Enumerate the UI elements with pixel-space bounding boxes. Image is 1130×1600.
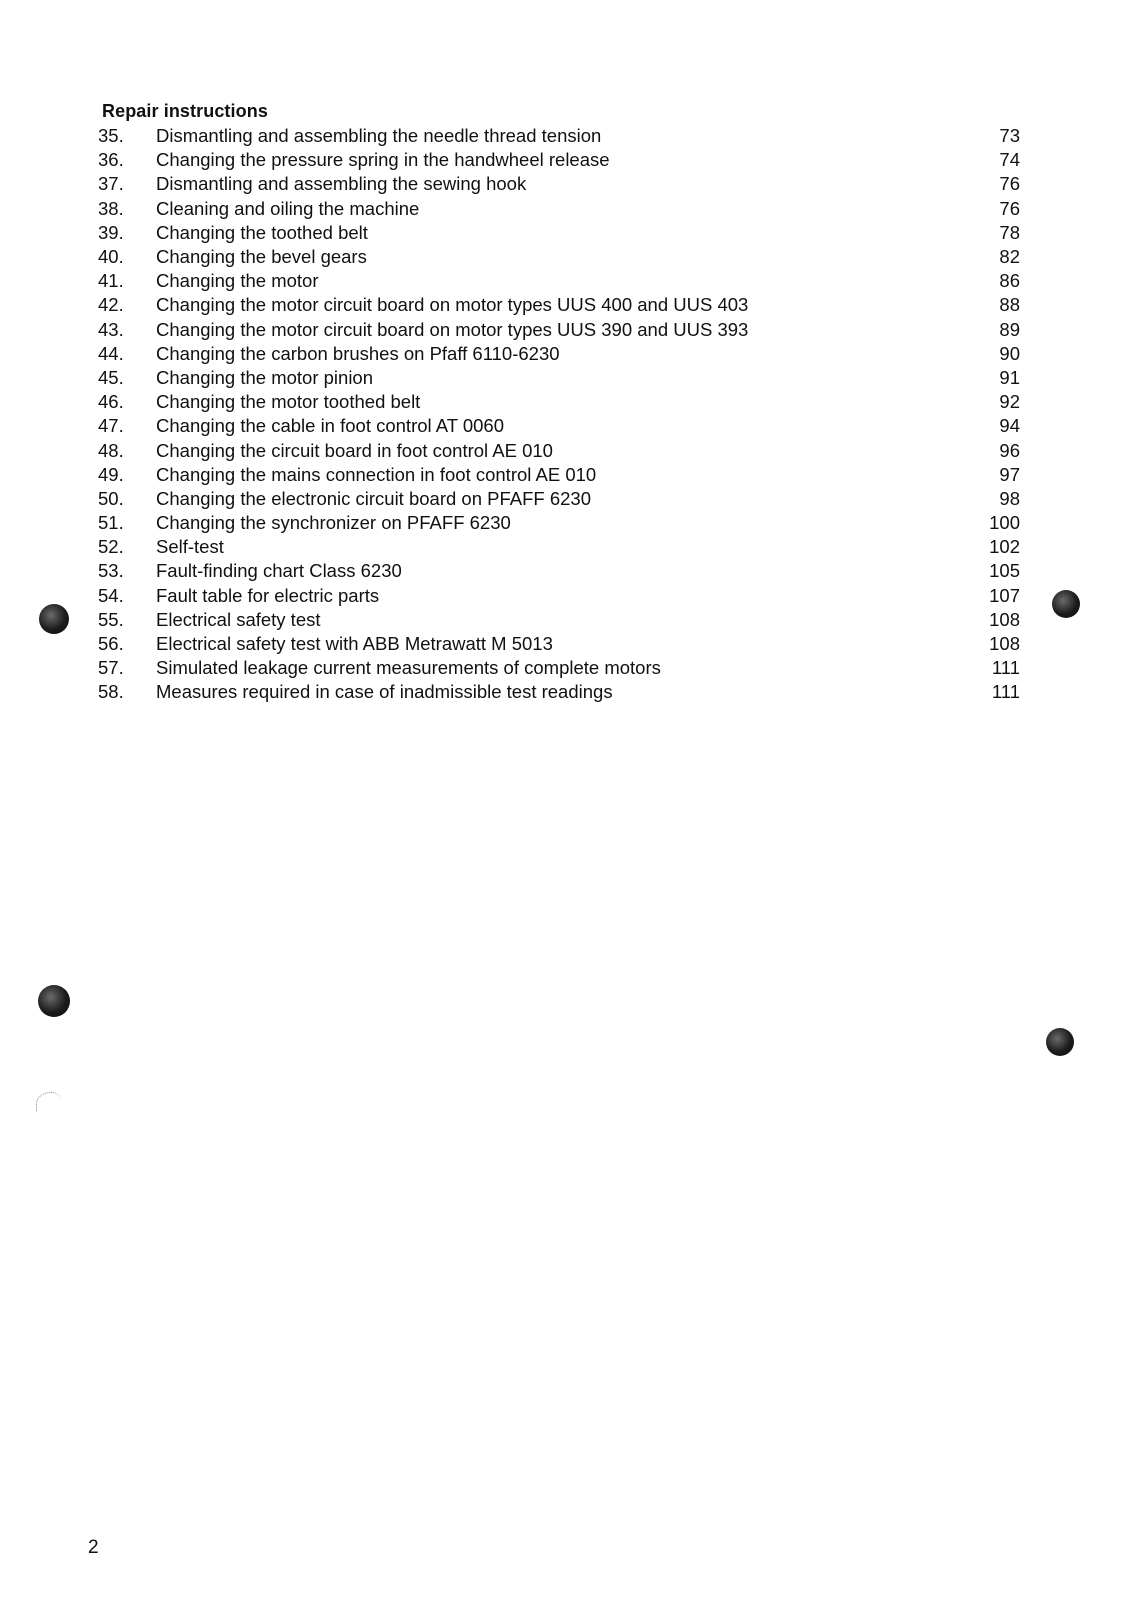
toc-entry	[98, 656, 1020, 680]
toc-entry-page: 88	[999, 294, 1020, 316]
toc-entry-page: 73	[999, 125, 1020, 147]
toc-entry-page: 76	[999, 197, 1020, 219]
toc-entry-page: 76	[999, 173, 1020, 195]
toc-entry-number: 51.	[98, 512, 124, 534]
toc-entry	[98, 559, 1020, 583]
toc-entry-page: 108	[989, 608, 1020, 630]
toc-entry-title: Changing the pressure spring in the handwheel release	[156, 149, 610, 171]
toc-entry-number: 47.	[98, 415, 124, 437]
toc-entry-title: Changing the motor toothed belt	[156, 391, 421, 413]
toc-entry-number: 39.	[98, 221, 124, 243]
toc-entry	[98, 463, 1020, 487]
toc-entry	[98, 318, 1020, 342]
toc-entry-title: Changing the synchronizer on PFAFF 6230	[156, 512, 511, 534]
toc-entry-title: Changing the motor	[156, 270, 319, 292]
toc-entry-number: 41.	[98, 270, 124, 292]
toc-entry-page: 111	[991, 681, 1020, 703]
toc-entry-number: 57.	[98, 657, 124, 679]
toc-entry-number: 45.	[98, 366, 124, 388]
toc-entry	[98, 632, 1020, 656]
toc-entry-title: Changing the motor pinion	[156, 366, 374, 388]
page-number: 2	[88, 1537, 99, 1558]
toc-entry-page: 105	[989, 560, 1020, 582]
toc-entry-title: Measures required in case of inadmissible test readings	[156, 681, 613, 703]
toc-entry-title: Changing the mains connection in foot control AE 010	[156, 463, 597, 485]
toc-entry	[98, 221, 1020, 245]
punch-hole-mark	[1052, 590, 1080, 618]
toc-entry-page: 91	[999, 366, 1020, 388]
section-heading: Repair instructions	[102, 101, 268, 121]
toc-entry-page: 94	[999, 415, 1020, 437]
toc-entry-number: 38.	[98, 197, 124, 219]
toc-entry-page: 74	[999, 149, 1020, 171]
toc-entry	[98, 487, 1020, 511]
toc-entry-title: Changing the cable in foot control AT 0060	[156, 415, 504, 437]
toc-entry-title: Changing the motor circuit board on motor types UUS 390 and UUS 393	[156, 318, 749, 340]
toc-entry-title: Electrical safety test with ABB Metrawatt M 5013	[156, 633, 553, 655]
toc-entry-page: 97	[999, 463, 1020, 485]
toc-entry-page: 98	[999, 487, 1020, 509]
toc-entry-page: 92	[999, 391, 1020, 413]
toc-entry-title: Changing the electronic circuit board on PFAFF 6230	[156, 487, 591, 509]
toc-entry	[98, 438, 1020, 462]
toc-entry-number: 40.	[98, 246, 124, 268]
toc-entry-page: 111	[991, 657, 1020, 679]
toc-entry-page: 96	[999, 439, 1020, 461]
toc-entry	[98, 172, 1020, 196]
toc-entry-title: Self-test	[156, 536, 224, 558]
toc-entry	[98, 390, 1020, 414]
toc-entry-page: 90	[999, 342, 1020, 364]
table-of-contents	[98, 124, 1020, 705]
toc-entry-title: Simulated leakage current measurements of complete motors	[156, 657, 661, 679]
toc-entry-title: Changing the carbon brushes on Pfaff 6110-6230	[156, 342, 560, 364]
toc-entry	[98, 342, 1020, 366]
toc-entry	[98, 293, 1020, 317]
toc-entry	[98, 608, 1020, 632]
toc-entry	[98, 535, 1020, 559]
toc-entry-number: 56.	[98, 633, 124, 655]
toc-entry-title: Cleaning and oiling the machine	[156, 197, 420, 219]
toc-entry-number: 42.	[98, 294, 124, 316]
toc-entry-title: Changing the motor circuit board on motor types UUS 400 and UUS 403	[156, 294, 749, 316]
toc-entry-page: 102	[989, 536, 1020, 558]
toc-entry-number: 36.	[98, 149, 124, 171]
toc-entry-number: 58.	[98, 681, 124, 703]
toc-entry-title: Dismantling and assembling the needle thread tension	[156, 125, 602, 147]
toc-entry-page: 78	[999, 221, 1020, 243]
toc-entry-number: 50.	[98, 487, 124, 509]
toc-entry-number: 54.	[98, 584, 124, 606]
toc-entry-page: 100	[989, 512, 1020, 534]
toc-entry-title: Fault table for electric parts	[156, 584, 380, 606]
toc-entry-number: 52.	[98, 536, 124, 558]
punch-hole-mark	[39, 604, 69, 634]
toc-entry-page: 107	[989, 584, 1020, 606]
toc-entry	[98, 148, 1020, 172]
toc-entry-page: 108	[989, 633, 1020, 655]
toc-entry-page: 82	[999, 246, 1020, 268]
toc-entry-number: 53.	[98, 560, 124, 582]
toc-entry-title: Changing the circuit board in foot control AE 010	[156, 439, 553, 461]
toc-entry	[98, 414, 1020, 438]
toc-entry-number: 46.	[98, 391, 124, 413]
toc-entry	[98, 680, 1020, 704]
punch-hole-mark	[38, 985, 70, 1017]
toc-entry-number: 43.	[98, 318, 124, 340]
toc-entry-title: Fault-finding chart Class 6230	[156, 560, 402, 582]
toc-entry-page: 86	[999, 270, 1020, 292]
toc-entry-number: 35.	[98, 125, 124, 147]
punch-hole-mark	[1046, 1028, 1074, 1056]
toc-entry	[98, 269, 1020, 293]
toc-entry	[98, 511, 1020, 535]
toc-entry-number: 44.	[98, 342, 124, 364]
toc-entry-number: 55.	[98, 608, 124, 630]
toc-entry	[98, 124, 1020, 148]
toc-entry	[98, 366, 1020, 390]
toc-entry-page: 89	[999, 318, 1020, 340]
toc-entry	[98, 197, 1020, 221]
toc-entry-number: 49.	[98, 463, 124, 485]
toc-entry-number: 37.	[98, 173, 124, 195]
toc-entry-title: Changing the toothed belt	[156, 221, 368, 243]
scan-artifact-mark	[36, 1092, 61, 1111]
toc-entry-number: 48.	[98, 439, 124, 461]
toc-entry-title: Changing the bevel gears	[156, 246, 367, 268]
toc-entry-title: Electrical safety test	[156, 608, 321, 630]
toc-entry	[98, 584, 1020, 608]
toc-entry-title: Dismantling and assembling the sewing hook	[156, 173, 527, 195]
toc-entry	[98, 245, 1020, 269]
